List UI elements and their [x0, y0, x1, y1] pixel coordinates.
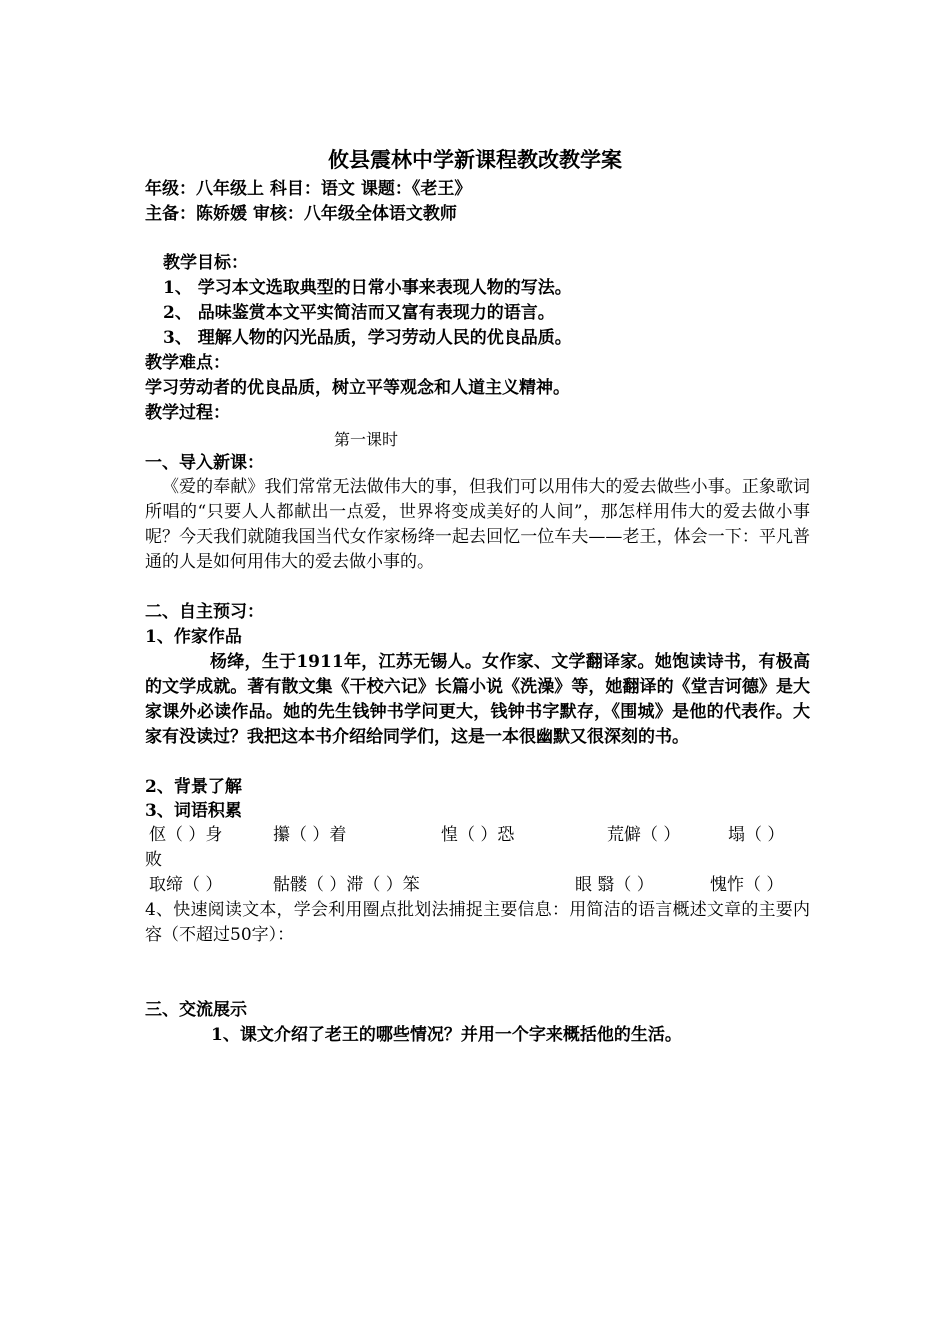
vocab-item: 眼 翳（ ）	[575, 875, 654, 895]
preview-item-vocabulary: 3、词语积累	[145, 801, 242, 821]
section1-heading: 一、导入新课：	[145, 453, 264, 473]
lesson-label: 第一课时	[334, 430, 399, 449]
vocab-item: 伛（ ）身	[149, 825, 223, 845]
section3-heading: 三、交流展示	[145, 1000, 247, 1020]
preview-item-quick-reading: 4、快速阅读文本，学会利用圈点批划法捕捉主要信息：用简洁的语言概述文章的主要内容（不超过50字）：	[145, 900, 810, 945]
vocab-item: 塌（ ）	[728, 825, 785, 845]
author-intro-text: 杨绛，生于1911年，江苏无锡人。女作家、文学翻译家。她饱读诗书，有极高的文学成就。著有散文集《干校六记》长篇小说《洗澡》等，她翻译的《堂吉诃德》是大家课外必读作品。她的先生钱钟书学问更大，钱钟书字默存，《围城》是他的代表作。大家有没读过？我把这本书介绍给同学们，这是一本很幽默又很深刻的书。	[145, 652, 810, 747]
section2-heading: 二、自主预习：	[145, 602, 264, 622]
difficulty-text: 学习劳动者的优良品质，树立平等观念和人道主义精神。	[145, 378, 570, 398]
objective-item-2: 2、 品味鉴赏本文平实简洁而又富有表现力的语言。	[163, 303, 555, 323]
vocab-item: 荒僻（ ）	[607, 825, 681, 845]
vocab-item: 愧怍（ ）	[710, 875, 784, 895]
objectives-heading: 教学目标：	[163, 253, 248, 273]
objective-item-1: 1、 学习本文选取典型的日常小事来表现人物的写法。	[163, 278, 572, 298]
preview-item-author-works: 1、作家作品	[145, 627, 242, 647]
meta-grade-subject-topic: 年级：八年级上 科目：语文 课题：《老王》	[145, 179, 472, 199]
document-title: 攸县震林中学新课程教改教学案	[328, 147, 622, 172]
vocab-item: 惶（ ）恐	[441, 825, 515, 845]
difficulty-heading: 教学难点：	[145, 353, 230, 373]
section1-intro-text: 《爱的奉献》我们常常无法做伟大的事，但我们可以用伟大的爱去做些小事。正象歌词所唱的“只要人人都献出一点爱，世界将变成美好的人间”，那怎样用伟大的爱去做小事呢？今天我们就随我国当代女作家杨绛一起去回忆一位车夫——老王，体会一下：平凡普通的人是如何用伟大的爱去做小事的。	[145, 477, 810, 572]
vocab-item: 攥（ ）着	[273, 825, 347, 845]
preview-item-background: 2、背景了解	[145, 777, 242, 797]
vocab-item: 取缔（ ）	[149, 875, 223, 895]
section3-question-1: 1、课文介绍了老王的哪些情况？并用一个字来概括他的生活。	[211, 1025, 682, 1045]
objective-item-3: 3、 理解人物的闪光品质，学习劳动人民的优良品质。	[163, 328, 572, 348]
meta-author-reviewer: 主备：陈娇媛 审核：八年级全体语文教师	[145, 204, 457, 224]
vocab-item-wrap: 败	[145, 850, 162, 870]
vocab-item: 骷髅（ ）滞（ ）笨	[273, 875, 420, 895]
process-heading: 教学过程：	[145, 403, 230, 423]
